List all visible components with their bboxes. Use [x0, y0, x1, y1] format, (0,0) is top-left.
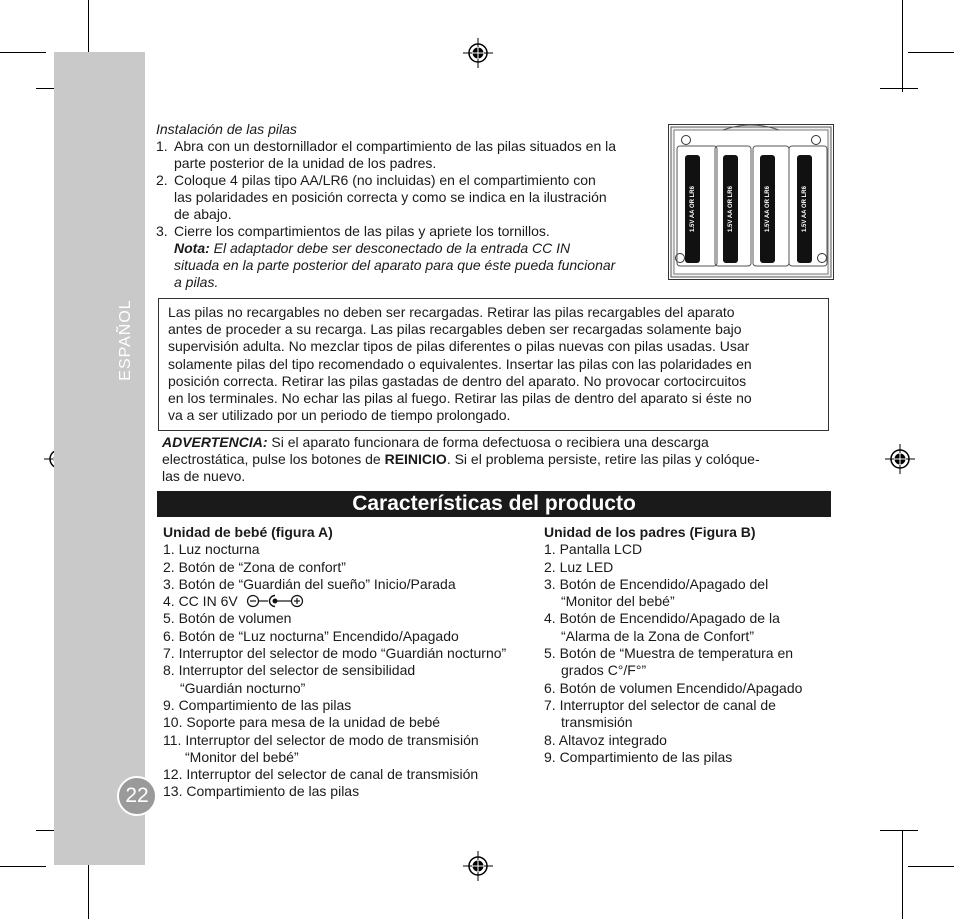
- installation-step: 3. Cierre los compartimientos de las pilas y apriete los tornillos.: [156, 223, 550, 239]
- section-title: Características del producto: [352, 492, 636, 515]
- battery: 1.5V AA OR LR6: [797, 155, 812, 263]
- registration-mark-icon: [463, 851, 493, 881]
- crop-mark: [902, 0, 903, 92]
- battery-installation: Instalación de las pilas 1. Abra con un destornillador el compartimiento de las pilas situados en la parte posterior de la unidad de los padres. 2. Coloque 4 pilas tipo AA/LR6 (no incluidas) en el compartimiento con las polaridades en posición correcta y como se indica en la ilustración de abajo. 3. Cierre los compartimientos de las pilas y apriete los tornillos. Nota: El adaptador debe ser desconectado de la entrada CC IN situada en la parte posterior del aparato para que éste pueda funcionar a pilas.: [156, 121, 666, 291]
- section-title-bar: [157, 491, 831, 517]
- language-label: ESPAÑOL: [117, 299, 134, 381]
- crop-mark: [880, 830, 918, 831]
- crop-mark: [0, 866, 46, 867]
- crop-mark: [880, 88, 918, 89]
- crop-mark: [908, 52, 954, 53]
- battery: 1.5V AA OR LR6: [685, 155, 700, 263]
- baby-unit-list: Unidad de bebé (figura A) 1. Luz nocturna 2. Botón de “Zona de confort” 3. Botón de “Guardián del sueño” Inicio/Parada 4. CC IN 6V 5. Botón de volumen 6. Botón de “Luz nocturna” Encendido/Apagado 7. Interruptor del selector de modo “Guardián nocturno” 8. Interruptor del selector de sensibilidad “Guardián nocturno” 9. Compartimiento de las pilas 10. Soporte para mesa de la unidad de bebé 11. Interruptor del selector de modo de transmisión “Monitor del bebé” 12. Interruptor del selector de canal de transmisión 13. Compartimiento de las pilas: [163, 524, 533, 801]
- dc-in-line: 4. CC IN 6V: [163, 593, 533, 610]
- crop-mark: [0, 52, 46, 53]
- installation-step: 1. Abra con un destornillador el compartimiento de las pilas situados en la parte posterior de la unidad de los padres.: [156, 138, 617, 171]
- page-number: 22: [117, 776, 157, 816]
- registration-mark-icon: [885, 444, 915, 474]
- crop-mark: [908, 866, 954, 867]
- registration-mark-icon: [463, 38, 493, 68]
- battery-safety-box: Las pilas no recargables no deben ser recargadas. Retirar las pilas recargables del aparato antes de proceder a su recarga. Las pilas recargables deben ser recargadas solamente bajo supervisión adulta. No mezclar tipos de pilas diferentes o pilas nuevas con pilas usadas. Usar solamente pilas del tipo recomendado o equivalentes. Insertar las pilas con las polaridades en posición correcta. Retirar las pilas gastadas de dentro del aparato. No provocar cortocircuitos en los terminales. No echar las pilas al fuego. Retirar las pilas de dentro del aparato si éste no va a ser utilizado por un periodo de tiempo prolongado.: [158, 298, 829, 431]
- installation-title: Instalación de las pilas: [156, 121, 297, 137]
- language-sidebar: [54, 52, 145, 865]
- battery: 1.5V AA OR LR6: [760, 155, 775, 263]
- crop-mark: [902, 830, 903, 919]
- installation-note: Nota: El adaptador debe ser desconectado de la entrada CC IN: [174, 240, 571, 256]
- battery: 1.5V AA OR LR6: [723, 155, 738, 263]
- warning-paragraph: ADVERTENCIA: Si el aparato funcionara de forma defectuosa o recibiera una descarga electrostática, pulse los botones de REINICIO. Si el problema persiste, retire las pilas y colóque- las de nuevo.: [162, 434, 760, 484]
- parent-unit-list: Unidad de los padres (Figura B) 1. Pantalla LCD 2. Luz LED 3. Botón de Encendido/Apagado del “Monitor del bebé” 4. Botón de Encendido/Apagado de la “Alarma de la Zona de Confort” 5. Botón de “Muestra de temperatura en grados C°/F°” 6. Botón de volumen Encendido/Apagado 7. Interruptor del selector de canal de transmisión 8. Altavoz integrado 9. Compartimiento de las pilas: [544, 524, 803, 765]
- installation-step: 2. Coloque 4 pilas tipo AA/LR6 (no incluidas) en el compartimiento con las polaridades en posición correcta y como se indica en la ilustración de abajo.: [156, 172, 607, 222]
- dc-polarity-icon: [246, 594, 304, 608]
